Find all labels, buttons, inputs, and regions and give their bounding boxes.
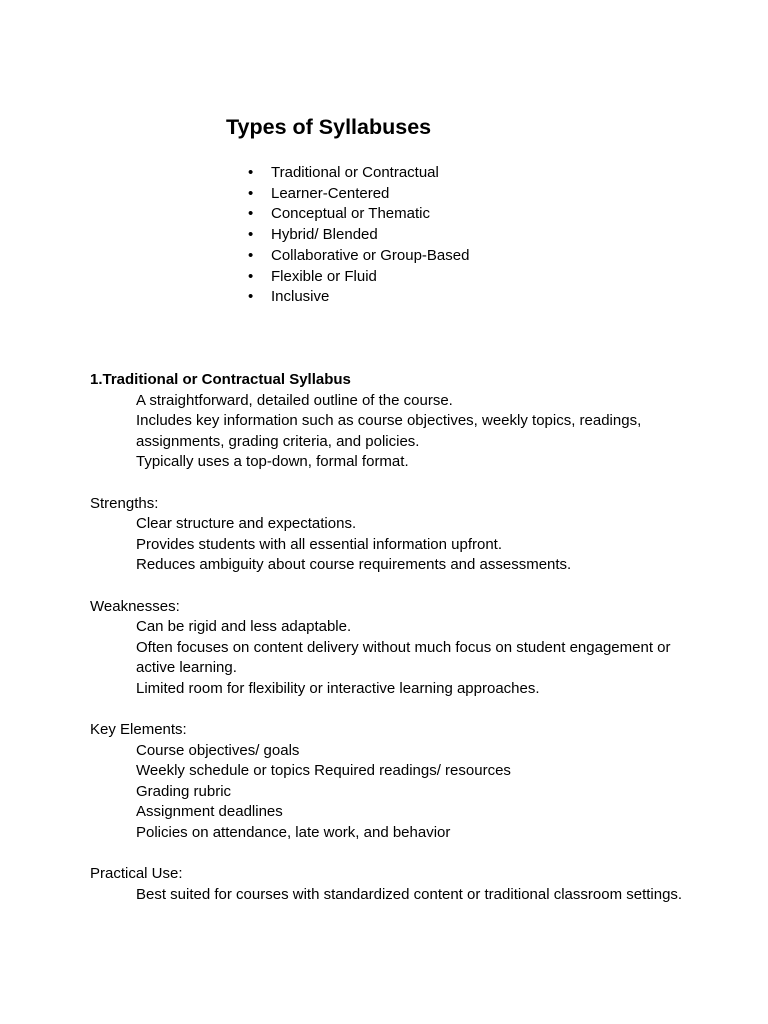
spacer	[90, 576, 710, 597]
weakness-item: Limited room for flexibility or interactive learning approaches.	[136, 679, 540, 697]
strength-item: Provides students with all essential information upfront.	[136, 535, 503, 553]
spacer	[90, 473, 710, 494]
spacer	[90, 844, 710, 865]
key-element-item: Grading rubric	[136, 782, 232, 800]
strength-item: Clear structure and expectations.	[136, 515, 357, 533]
weakness-item: Often focuses on content delivery without much focus on student engagement or active learning.	[136, 638, 671, 677]
section-heading: 1.Traditional or Contractual Syllabus	[90, 371, 351, 388]
bullet-icon: •	[248, 205, 254, 223]
description-line: Includes key information such as course objectives, weekly topics, readings, assignments, grading criteria, and policies.	[136, 412, 642, 450]
practical-use-label: Practical Use:	[90, 865, 183, 883]
bullet-icon: •	[248, 267, 254, 285]
list-item: • Conceptual or Thematic	[246, 204, 469, 225]
list-item: • Collaborative or Group-Based	[246, 246, 469, 267]
list-item: • Traditional or Contractual	[246, 163, 469, 184]
list-item: • Inclusive	[246, 287, 469, 308]
bullet-icon: •	[248, 226, 254, 244]
key-elements-label: Key Elements:	[90, 721, 187, 739]
practical-use-item: Best suited for courses with standardized content or traditional classroom settings.	[136, 885, 683, 903]
description-line: A straightforward, detailed outline of the course.	[136, 391, 453, 409]
description-line: Typically uses a top-down, formal format.	[136, 453, 409, 471]
list-item: • Hybrid/ Blended	[246, 225, 469, 246]
document-title: Types of Syllabuses	[226, 115, 432, 139]
syllabus-types-list	[246, 163, 469, 308]
bullet-icon: •	[248, 184, 254, 202]
key-element-item: Weekly schedule or topics Required readings/ resources	[136, 762, 511, 780]
weakness-item: Can be rigid and less adaptable.	[136, 618, 352, 636]
list-item: • Flexible or Fluid	[246, 267, 469, 288]
section-traditional-syllabus	[90, 370, 710, 905]
strength-item: Reduces ambiguity about course requirements and assessments.	[136, 556, 572, 574]
key-element-item: Assignment deadlines	[136, 803, 283, 821]
bullet-icon: •	[248, 246, 254, 264]
spacer	[90, 700, 710, 721]
weaknesses-label: Weaknesses:	[90, 597, 180, 615]
list-item: • Learner-Centered	[246, 184, 469, 205]
bullet-icon: •	[248, 288, 254, 306]
bullet-icon: •	[248, 164, 254, 181]
strengths-label: Strengths:	[90, 494, 159, 512]
key-element-item: Policies on attendance, late work, and behavior	[136, 824, 451, 842]
key-element-item: Course objectives/ goals	[136, 741, 300, 759]
